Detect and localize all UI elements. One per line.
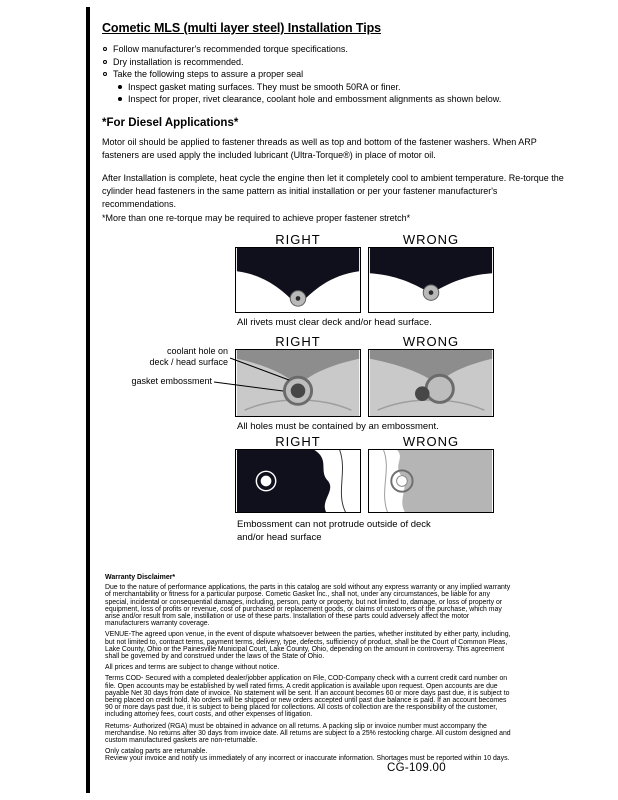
embossment-containment-right-diagram (235, 349, 361, 417)
right-label: RIGHT (275, 434, 321, 449)
list-item-text: Dry installation is recommended. (113, 56, 244, 67)
list-item-text: Take the following steps to assure a proper seal (113, 69, 304, 80)
rivet-right-illustration (236, 248, 360, 312)
wrong-label: WRONG (402, 334, 460, 349)
list-sub-item (118, 93, 573, 106)
callout-text: coolant hole on (166, 346, 228, 356)
row1-caption: All rivets must clear deck and/or head surface. (237, 317, 432, 328)
filled-bullet-icon (118, 85, 122, 89)
callout-text: deck / head surface (149, 357, 228, 367)
warranty-disclaimer-heading: Warranty Disclaimer* (105, 574, 176, 581)
list-item (103, 56, 573, 69)
embossment-wrong-illustration (369, 350, 493, 416)
rivet-wrong-illustration (369, 248, 493, 312)
disclaimer-paragraph: Terms COD- Secured with a completed dealer/jobber application on File, COD-Company check with a current credit card number on file. Open accounts may be established by well rated firms. A credit application is available upon request. Open accounts are due payable Net 30 days from date of invoice. No statement will be sent. If an account becomes 60 or more days past due, it is subject to being placed on credit hold. No orders will be shipped or new orders accepted until past due balance is paid. If an account becomes 90 or more days past due, it is subject to being placed for collections. All costs of collection are the responsibility of the customer, including attorney fees, court costs, and other expenses of litigation. (105, 675, 510, 719)
warranty-disclaimer-section (105, 574, 515, 763)
embossment-right-illustration (236, 350, 360, 416)
diesel-paragraph-2: After Installation is complete, heat cycle the engine then let it completely cool to ambient temperature. Re-torque the cylinder head fasteners in the same pattern as initial installation or per your fastener manufacturer's recommendations. (102, 173, 564, 209)
page-left-border-rule (86, 7, 90, 793)
disclaimer-paragraph: Due to the nature of performance applications, the parts in this catalog are sold without any express warranty or any implied warranty of merchantability or fitness for a particular purpose. Cometic Gasket Inc., shall not, under any circumstances, be liable for any special, incidental or consequential damages, including, person, party or property, but not limited to, damage, or loss of property or equipment, loss of profits or revenue, cost of purchased or replacement goods, or claims of customers of the purchase, which may arise and/or result from sale, instillation or use of these parts. Installation of these parts could adversely affect the motor manufacturers warranty coverage. (105, 584, 511, 628)
disclaimer-paragraph: Returns- Authorized (RGA) must be obtained in advance on all returns. A packing slip or invoice number must accompany the merchandise. No returns after 30 days from invoice date. All returns are subject to a 25% restocking charge. All custom designed and custom manufactured gaskets are non-returnable. (105, 722, 511, 745)
caption-line: Embossment can not protrude outside of deck (237, 519, 431, 530)
list-item-text: Inspect gasket mating surfaces. They must be smooth 50RA or finer. (128, 81, 401, 92)
filled-bullet-icon (118, 97, 122, 101)
open-bullet-icon (103, 72, 107, 76)
rivet-clearance-right-diagram (235, 247, 361, 313)
list-item (103, 68, 573, 81)
embossment-protrusion-right-diagram (235, 449, 361, 513)
protrusion-right-illustration (236, 450, 360, 512)
gasket-embossment-callout-label: gasket embossment (131, 376, 212, 386)
retorque-note: *More than one re-torque may be required to achieve proper fastener stretch* (102, 213, 411, 223)
disclaimer-paragraph: VENUE-The agreed upon venue, in the event of dispute whatsoever between the parties, whether instituted by either party, including, but not limited to, contract terms, payment terms, delivery, type, defects, sufficiency of product, shall be the Court of Common Pleas, Lake County, Ohio or the Painesville Municipal Court, Lake County, Ohio, depending on the amount in controversy. This agreement shall be governed by and construed under the laws of the State of Ohio. (105, 631, 511, 661)
rivet-clearance-wrong-diagram (368, 247, 494, 313)
page-code: CG-109.00 (387, 762, 446, 774)
wrong-label: WRONG (402, 232, 460, 247)
diesel-applications-heading: *For Diesel Applications* (102, 117, 239, 129)
caption-line: and/or head surface (237, 532, 322, 543)
row2-caption: All holes must be contained by an embossment. (237, 421, 439, 432)
disclaimer-paragraph: Only catalog parts are returnable. (105, 748, 208, 756)
protrusion-wrong-illustration (369, 450, 493, 512)
embossment-containment-wrong-diagram (368, 349, 494, 417)
coolant-hole-callout-label (133, 346, 228, 368)
diesel-paragraph-1: Motor oil should be applied to fastener threads as well as top and bottom of the fastener washers. When ARP fasteners are used apply the included lubricant (Ultra-Torque®) in place of motor oil. (102, 137, 537, 160)
page-title: Cometic MLS (multi layer steel) Installation Tips (102, 21, 381, 35)
installation-tips-list (103, 43, 573, 106)
right-label: RIGHT (275, 232, 321, 247)
disclaimer-paragraph: All prices and terms are subject to change without notice. (105, 664, 280, 672)
embossment-protrusion-wrong-diagram (368, 449, 494, 513)
row3-caption (237, 518, 431, 544)
list-item-text: Follow manufacturer's recommended torque specifications. (113, 44, 348, 54)
wrong-label: WRONG (402, 434, 460, 449)
list-item (103, 43, 573, 56)
disclaimer-paragraph: Review your invoice and notify us immediately of any incorrect or inaccurate information. Shortages must be reported within 10 days. (105, 755, 510, 763)
list-item-text: Inspect for proper, rivet clearance, coolant hole and embossment alignments as shown below. (128, 94, 502, 105)
open-bullet-icon (103, 47, 107, 51)
open-bullet-icon (103, 60, 107, 64)
right-label: RIGHT (275, 334, 321, 349)
list-sub-item (118, 81, 573, 94)
